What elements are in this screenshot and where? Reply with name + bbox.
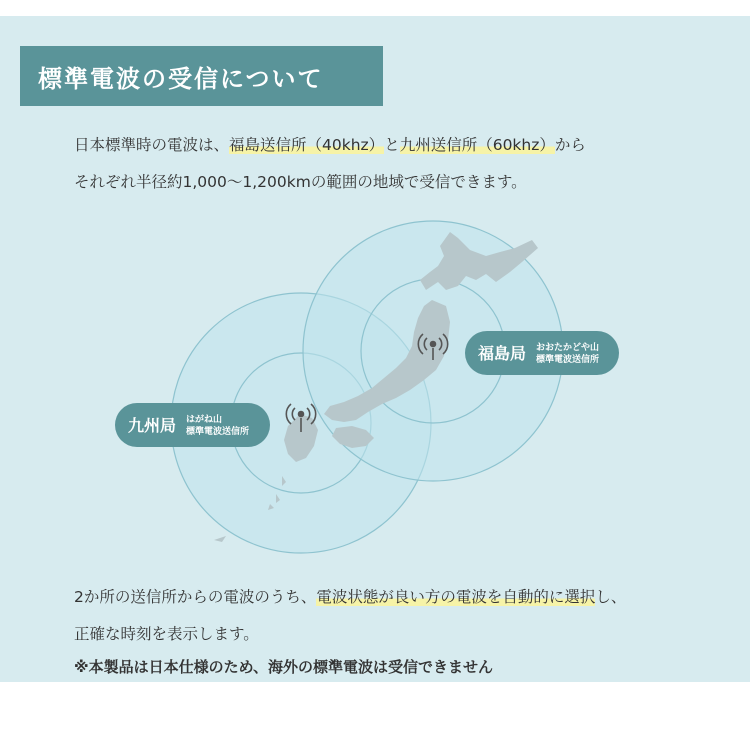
kyushu-station-label xyxy=(115,403,270,447)
auto-select-highlight: 電波状態が良い方の電波を自動的に選択 xyxy=(316,588,596,606)
fukushima-station-sub1: おおたかどや山 xyxy=(536,343,600,353)
outro-text: 2か所の送信所からの電波のうち、 xyxy=(74,588,317,606)
outro-text: し、 xyxy=(595,588,627,606)
outro-line-2: 正確な時刻を表示します。 xyxy=(74,625,259,643)
kyushu-station-sub2: 標準電波送信所 xyxy=(186,427,250,437)
kyushu-freq-highlight: 九州送信所（60khz） xyxy=(399,136,555,154)
intro-line-2: それぞれ半径約1,000〜1,200kmの範囲の地域で受信できます。 xyxy=(74,173,527,191)
intro-text: から xyxy=(554,136,586,154)
overseas-note: ※本製品は日本仕様のため、海外の標準電波は受信できません xyxy=(74,658,493,676)
fukushima-station-label xyxy=(465,331,619,375)
kyushu-station-sub1: はがね山 xyxy=(186,415,223,425)
outro-line-1 xyxy=(74,585,626,607)
fukushima-freq-highlight: 福島送信所（40khz） xyxy=(229,136,385,154)
kyushu-station-name: 九州局 xyxy=(128,416,177,435)
fukushima-station-sub2: 標準電波送信所 xyxy=(536,355,600,365)
fukushima-station-name: 福島局 xyxy=(478,344,527,363)
intro-text: と xyxy=(384,136,400,154)
section-title: 標準電波の受信について xyxy=(38,64,324,93)
intro-text: 日本標準時の電波は、 xyxy=(74,136,230,154)
